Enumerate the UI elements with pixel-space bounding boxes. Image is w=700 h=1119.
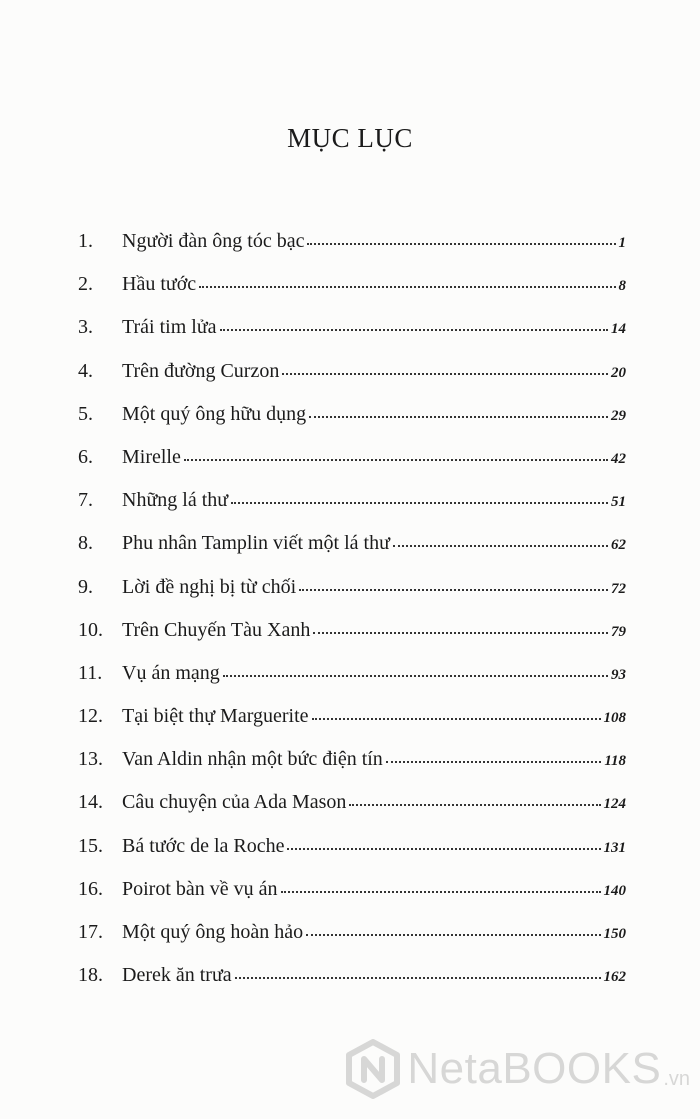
toc-page: 14 xyxy=(611,321,626,338)
toc-number: 8. xyxy=(78,532,93,555)
toc-title: Một quý ông hoàn hảo xyxy=(122,921,304,943)
toc-entry xyxy=(78,532,626,575)
toc-number: 3. xyxy=(78,316,93,339)
toc-page: 29 xyxy=(611,407,626,424)
toc-entry xyxy=(78,921,626,964)
dot-leader xyxy=(184,455,608,461)
dot-leader xyxy=(299,585,608,591)
toc-entry xyxy=(78,748,626,791)
toc-entry xyxy=(78,360,626,403)
toc-entry xyxy=(78,619,626,662)
toc-title: Người đàn ông tóc bạc xyxy=(122,230,305,252)
watermark xyxy=(345,1037,690,1101)
toc-number: 16. xyxy=(78,877,103,900)
dot-leader xyxy=(220,325,608,331)
toc-title: Hầu tước xyxy=(122,273,197,296)
toc-page: 108 xyxy=(603,710,626,727)
toc-number: 13. xyxy=(78,748,103,771)
table-of-contents xyxy=(78,230,626,1007)
toc-page: 20 xyxy=(611,364,626,381)
toc-title: Một quý ông hữu dụng xyxy=(122,402,307,425)
dot-leader xyxy=(307,239,615,245)
dot-leader xyxy=(313,628,608,634)
toc-title: Van Aldin nhận một bức điện tín xyxy=(122,748,383,771)
toc-page: 162 xyxy=(603,969,626,986)
toc-number: 11. xyxy=(78,661,103,684)
dot-leader xyxy=(312,714,601,720)
toc-title: Trên đường Curzon xyxy=(122,359,280,382)
netabooks-logo-icon xyxy=(345,1039,401,1099)
toc-title: Vụ án mạng xyxy=(122,661,220,684)
toc-entry xyxy=(78,964,626,1007)
dot-leader xyxy=(235,973,601,979)
toc-entry xyxy=(78,835,626,878)
watermark-suffix: .vn xyxy=(663,1068,690,1090)
toc-entry xyxy=(78,446,626,489)
toc-page: 140 xyxy=(603,882,626,899)
toc-number: 12. xyxy=(78,705,103,728)
dot-leader xyxy=(306,930,600,936)
toc-title: Trái tim lửa xyxy=(122,316,217,339)
toc-number: 5. xyxy=(78,402,93,425)
toc-title: Phu nhân Tamplin viết một lá thư xyxy=(122,532,390,555)
toc-entry xyxy=(78,273,626,316)
toc-page: 124 xyxy=(603,796,626,813)
toc-number: 14. xyxy=(78,791,103,814)
dot-leader xyxy=(386,757,602,763)
toc-number: 18. xyxy=(78,964,103,987)
toc-page: 93 xyxy=(611,666,626,683)
dot-leader xyxy=(287,844,600,850)
toc-title: Trên Chuyến Tàu Xanh xyxy=(122,618,311,641)
toc-page: 131 xyxy=(603,839,626,856)
toc-page: 42 xyxy=(611,450,626,467)
toc-page: 8 xyxy=(618,278,626,295)
toc-page: 51 xyxy=(611,494,626,511)
toc-number: 10. xyxy=(78,618,103,641)
toc-title: Tại biệt thự Marguerite xyxy=(122,705,309,728)
toc-number: 4. xyxy=(78,359,93,382)
watermark-text: NetaBOOKS xyxy=(407,1044,662,1093)
toc-number: 17. xyxy=(78,921,103,943)
toc-entry xyxy=(78,489,626,532)
toc-page: 79 xyxy=(611,623,626,640)
dot-leader xyxy=(393,541,608,547)
toc-number: 6. xyxy=(78,445,93,468)
page-title: MỤC LỤC xyxy=(287,123,413,153)
toc-entry xyxy=(78,705,626,748)
toc-entry xyxy=(78,791,626,834)
toc-title: Mirelle xyxy=(122,445,181,468)
toc-page: 72 xyxy=(611,580,626,597)
toc-page: 62 xyxy=(611,537,626,554)
toc-number: 2. xyxy=(78,273,93,296)
toc-entry xyxy=(78,403,626,446)
toc-entry xyxy=(78,576,626,619)
dot-leader xyxy=(223,671,608,677)
toc-title: Những lá thư xyxy=(122,489,229,512)
dot-leader xyxy=(282,369,608,375)
toc-number: 9. xyxy=(78,575,93,598)
toc-title: Lời đề nghị bị từ chối xyxy=(122,575,297,598)
toc-page: 150 xyxy=(603,926,626,942)
toc-entry xyxy=(78,316,626,359)
toc-entry xyxy=(78,230,626,273)
dot-leader xyxy=(199,282,615,288)
toc-number: 7. xyxy=(78,489,93,512)
toc-number: 15. xyxy=(78,834,103,857)
toc-title: Derek ăn trưa xyxy=(122,964,232,987)
dot-leader xyxy=(349,800,600,806)
toc-number: 1. xyxy=(78,230,93,252)
toc-entry xyxy=(78,878,626,921)
toc-page: 1 xyxy=(618,235,626,251)
toc-title: Poirot bàn về vụ án xyxy=(122,877,278,900)
dot-leader xyxy=(281,887,601,893)
toc-page: 118 xyxy=(604,753,626,770)
dot-leader xyxy=(309,412,608,418)
toc-title: Bá tước de la Roche xyxy=(122,834,285,857)
toc-title: Câu chuyện của Ada Mason xyxy=(122,791,347,814)
toc-entry xyxy=(78,662,626,705)
dot-leader xyxy=(231,498,608,504)
